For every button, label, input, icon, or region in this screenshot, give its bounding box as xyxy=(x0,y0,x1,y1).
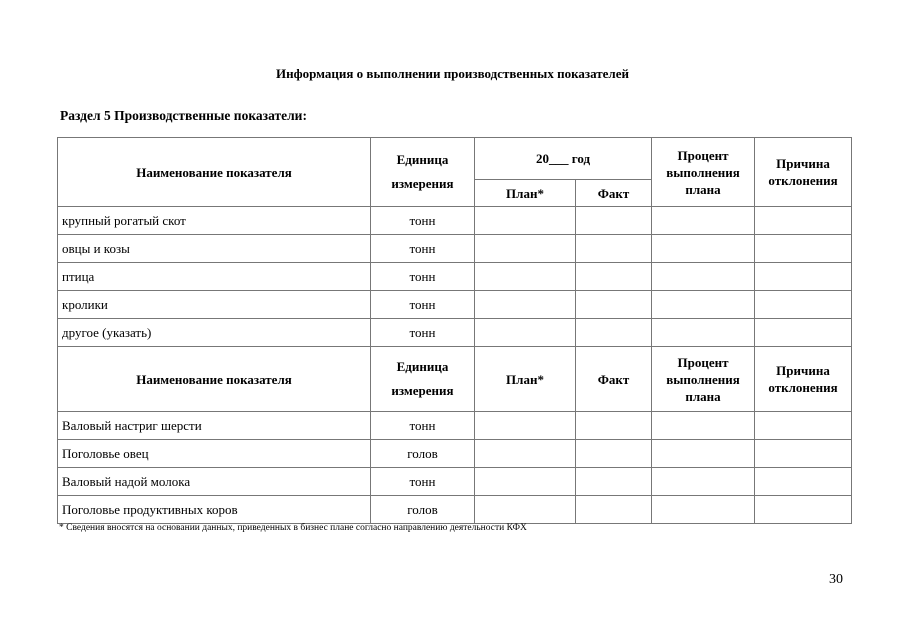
table-row xyxy=(58,235,852,263)
indicators-table xyxy=(57,137,852,524)
row-name: кролики xyxy=(58,291,371,319)
cell-plan[interactable] xyxy=(475,319,576,347)
header-unit xyxy=(371,138,475,207)
document-title: Информация о выполнении производственных показателей xyxy=(276,66,629,81)
row-unit: тонн xyxy=(371,263,475,291)
row-unit: голов xyxy=(371,440,475,468)
header-unit-2 xyxy=(371,347,475,412)
header-row-1 xyxy=(58,138,852,180)
row-name: овцы и козы xyxy=(58,235,371,263)
footnote: * Сведения вносятся на основании данных, приведенных в бизнес плане согласно направлению деятельности КФХ xyxy=(59,523,527,533)
cell-percent[interactable] xyxy=(652,263,755,291)
cell-fact[interactable] xyxy=(576,412,652,440)
cell-reason[interactable] xyxy=(755,263,852,291)
cell-reason[interactable] xyxy=(755,291,852,319)
table-row xyxy=(58,496,852,524)
header-percent-line3: плана xyxy=(685,181,721,197)
header-plan-2: План* xyxy=(475,347,576,412)
cell-percent[interactable] xyxy=(652,468,755,496)
header-indicator-2: Наименование показателя xyxy=(58,347,371,412)
header-fact-2: Факт xyxy=(576,347,652,412)
cell-fact[interactable] xyxy=(576,319,652,347)
cell-fact[interactable] xyxy=(576,496,652,524)
cell-reason[interactable] xyxy=(755,235,852,263)
header-row-3 xyxy=(58,347,852,412)
row-unit: тонн xyxy=(371,207,475,235)
header-percent-line2: выполнения xyxy=(666,371,740,387)
header-indicator: Наименование показателя xyxy=(58,138,371,207)
table-row xyxy=(58,263,852,291)
cell-plan[interactable] xyxy=(475,412,576,440)
cell-fact[interactable] xyxy=(576,468,652,496)
cell-percent[interactable] xyxy=(652,207,755,235)
header-reason-line1: Причина xyxy=(776,156,830,171)
cell-fact[interactable] xyxy=(576,263,652,291)
cell-percent[interactable] xyxy=(652,235,755,263)
cell-plan[interactable] xyxy=(475,263,576,291)
table-row xyxy=(58,412,852,440)
header-unit-line1: Единица xyxy=(396,359,449,374)
cell-plan[interactable] xyxy=(475,235,576,263)
table-row xyxy=(58,468,852,496)
cell-reason[interactable] xyxy=(755,468,852,496)
cell-percent[interactable] xyxy=(652,319,755,347)
cell-reason[interactable] xyxy=(755,440,852,468)
row-unit: голов xyxy=(371,496,475,524)
header-reason-2 xyxy=(755,347,852,412)
cell-fact[interactable] xyxy=(576,207,652,235)
header-reason-line2: отклонения xyxy=(768,380,838,395)
header-percent-line3: плана xyxy=(685,388,721,404)
cell-fact[interactable] xyxy=(576,440,652,468)
row-name: птица xyxy=(58,263,371,291)
row-name: Валовый надой молока xyxy=(58,468,371,496)
page-number: 30 xyxy=(829,572,843,587)
cell-percent[interactable] xyxy=(652,496,755,524)
row-name: Валовый настриг шерсти xyxy=(58,412,371,440)
table-row xyxy=(58,207,852,235)
header-percent-2 xyxy=(652,347,755,412)
header-reason-line1: Причина xyxy=(776,363,830,378)
row-name: Поголовье продуктивных коров xyxy=(58,496,371,524)
header-unit-line1: Единица xyxy=(396,152,449,167)
table-row xyxy=(58,319,852,347)
cell-plan[interactable] xyxy=(475,440,576,468)
header-percent-line2: выполнения xyxy=(666,164,740,180)
cell-plan[interactable] xyxy=(475,468,576,496)
table-row xyxy=(58,291,852,319)
cell-plan[interactable] xyxy=(475,496,576,524)
header-year: 20___ год xyxy=(475,138,652,180)
cell-percent[interactable] xyxy=(652,440,755,468)
header-percent-line1: Процент xyxy=(677,147,729,163)
row-unit: тонн xyxy=(371,468,475,496)
cell-fact[interactable] xyxy=(576,291,652,319)
cell-plan[interactable] xyxy=(475,207,576,235)
header-fact: Факт xyxy=(576,180,652,207)
cell-percent[interactable] xyxy=(652,412,755,440)
cell-reason[interactable] xyxy=(755,207,852,235)
header-reason-line2: отклонения xyxy=(768,173,838,188)
header-plan: План* xyxy=(475,180,576,207)
row-unit: тонн xyxy=(371,319,475,347)
table-row xyxy=(58,440,852,468)
cell-plan[interactable] xyxy=(475,291,576,319)
header-unit-line2: измерения xyxy=(391,176,454,191)
header-percent xyxy=(652,138,755,207)
row-unit: тонн xyxy=(371,412,475,440)
cell-reason[interactable] xyxy=(755,412,852,440)
row-name: другое (указать) xyxy=(58,319,371,347)
cell-percent[interactable] xyxy=(652,291,755,319)
header-percent-line1: Процент xyxy=(677,354,729,370)
cell-reason[interactable] xyxy=(755,319,852,347)
row-unit: тонн xyxy=(371,291,475,319)
row-name: крупный рогатый скот xyxy=(58,207,371,235)
row-name: Поголовье овец xyxy=(58,440,371,468)
header-reason xyxy=(755,138,852,207)
cell-fact[interactable] xyxy=(576,235,652,263)
section-heading: Раздел 5 Производственные показатели: xyxy=(60,108,307,123)
header-unit-line2: измерения xyxy=(391,383,454,398)
row-unit: тонн xyxy=(371,235,475,263)
cell-reason[interactable] xyxy=(755,496,852,524)
